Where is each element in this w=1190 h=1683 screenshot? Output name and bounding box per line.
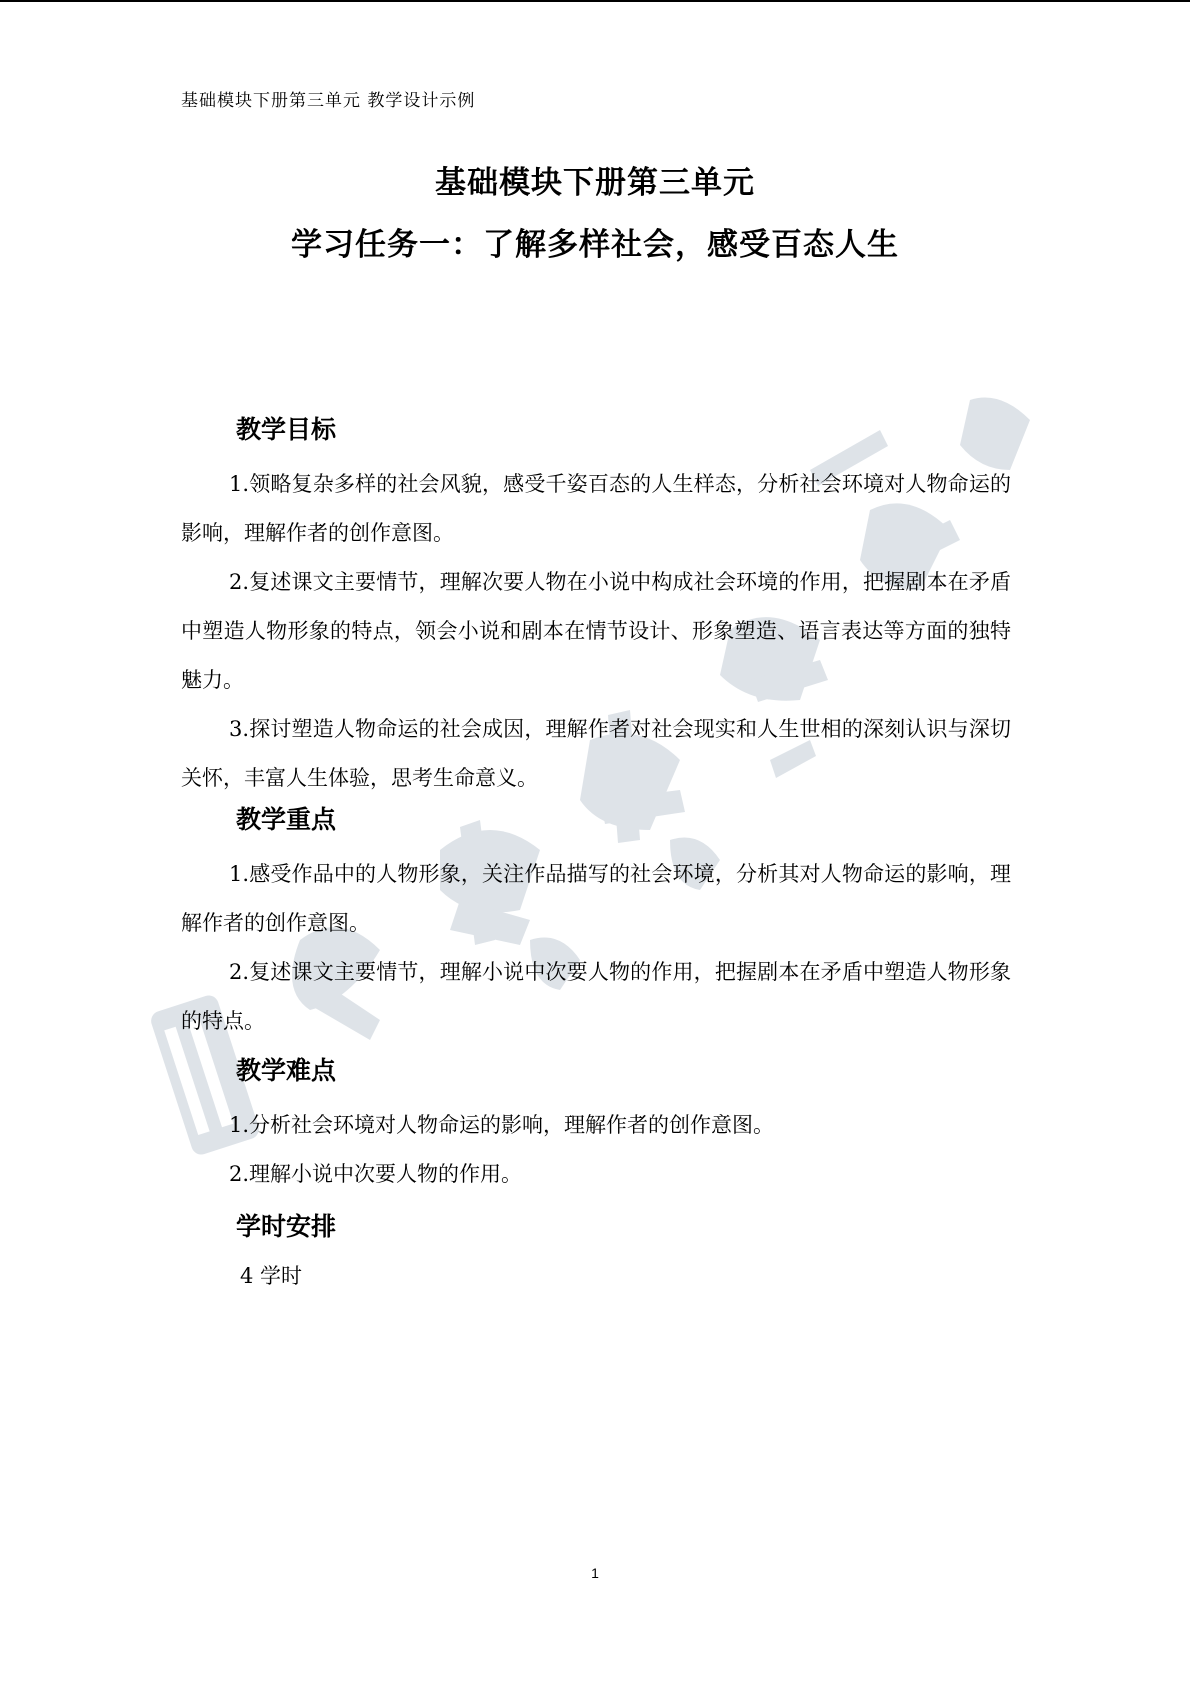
section-heading-schedule: 学时安排 [236,1212,337,1241]
objective-paragraph: 1.领略复杂多样的社会风貌，感受千姿百态的人生样态，分析社会环境对人物命运的影响，理解作者的创作意图。 [181,472,1011,545]
objective-paragraph: 2.复述课文主要情节，理解次要人物在小说中构成社会环境的作用，把握剧本在矛盾中塑造人物形象的特点，领会小说和剧本在情节设计、形象塑造、语言表达等方面的独特魅力。 [181,570,1011,692]
document-subtitle: 学习任务一：了解多样社会，感受百态人生 [291,227,899,263]
section-heading-key-points: 教学重点 [236,805,337,834]
class-hours-value: 4 学时 [240,1264,303,1288]
running-header: 基础模块下册第三单元 教学设计示例 [181,91,476,111]
section-heading-objectives: 教学目标 [236,415,337,444]
section-heading-difficulties: 教学难点 [236,1056,337,1085]
difficulty-paragraph: 2.理解小说中次要人物的作用。 [229,1162,523,1186]
difficulty-paragraph: 1.分析社会环境对人物命运的影响，理解作者的创作意图。 [229,1113,775,1137]
key-point-paragraph: 1.感受作品中的人物形象，关注作品描写的社会环境，分析其对人物命运的影响，理解作者的创作意图。 [181,862,1011,935]
top-border-line [0,0,1190,2]
document-title: 基础模块下册第三单元 [435,165,755,201]
page-number: 1 [591,1565,599,1581]
objective-paragraph: 3.探讨塑造人物命运的社会成因，理解作者对社会现实和人生世相的深刻认识与深切关怀，丰富人生体验，思考生命意义。 [181,717,1011,790]
key-point-paragraph: 2.复述课文主要情节，理解小说中次要人物的作用，把握剧本在矛盾中塑造人物形象的特点。 [181,960,1011,1033]
